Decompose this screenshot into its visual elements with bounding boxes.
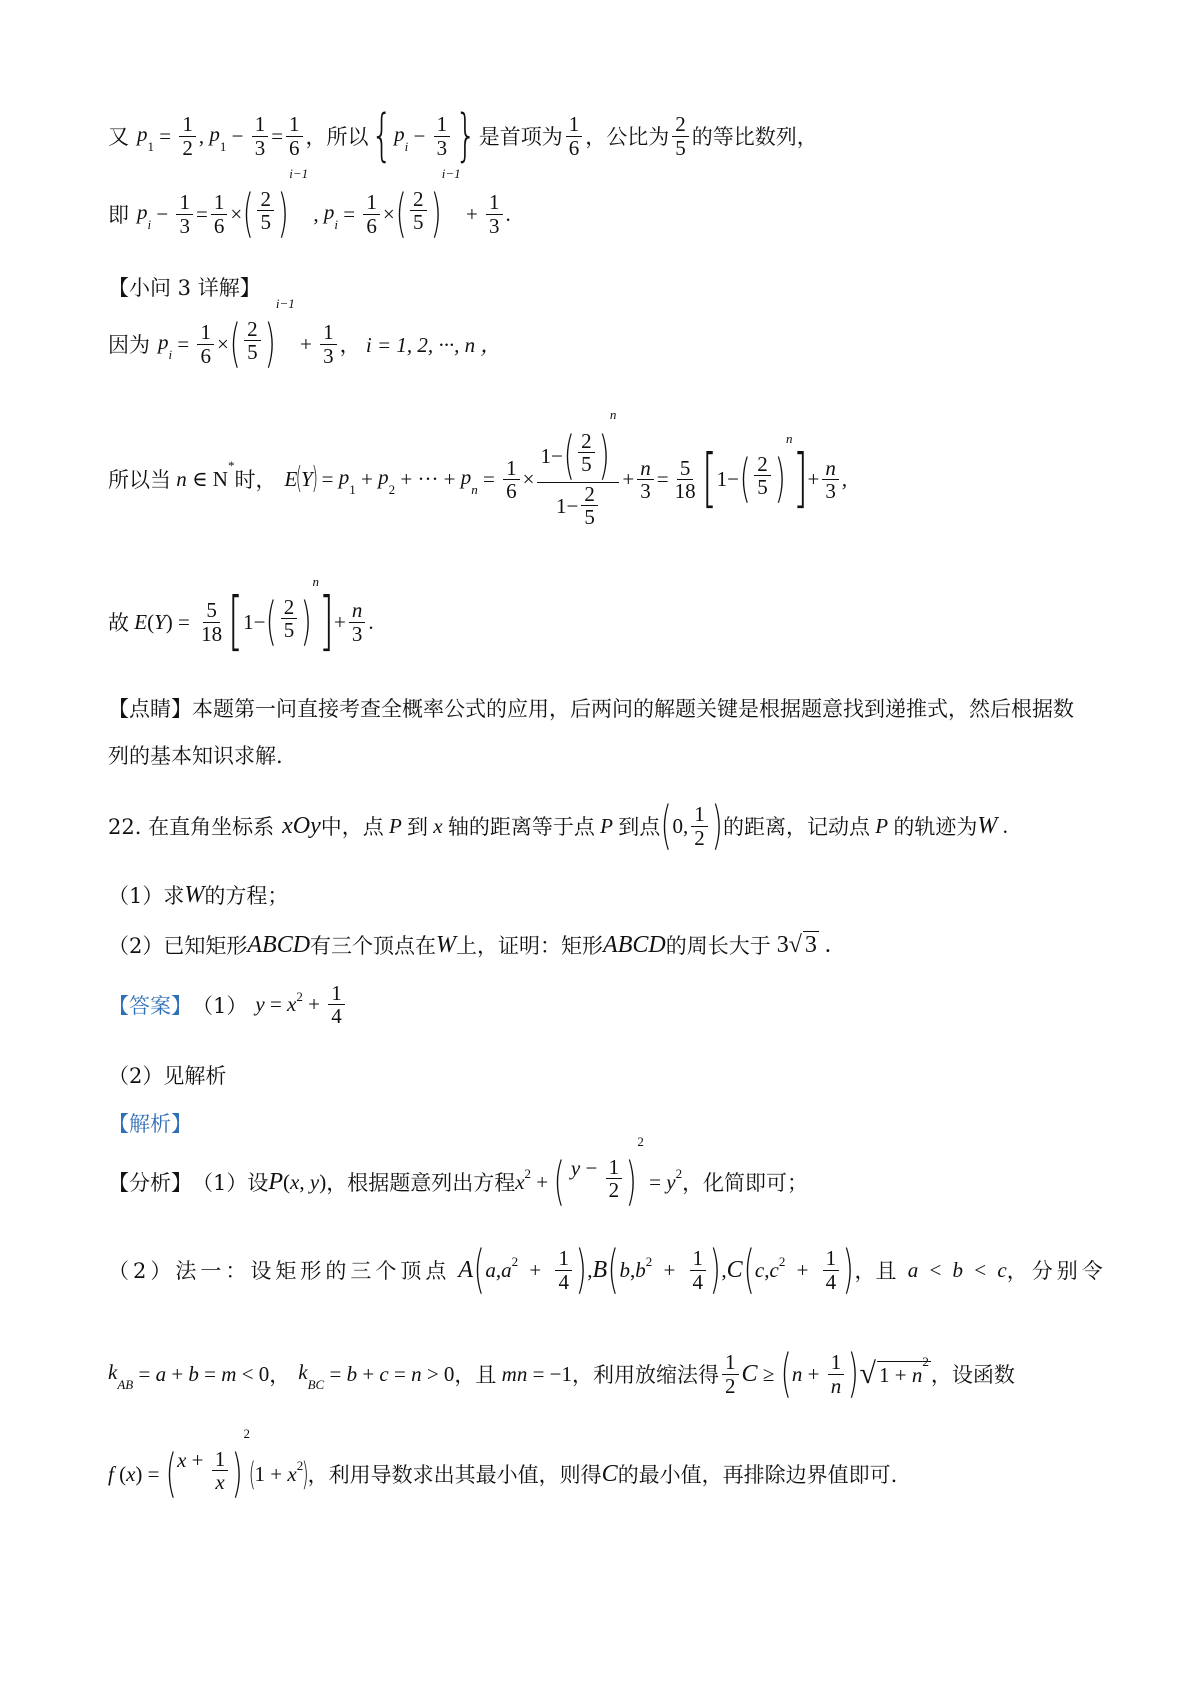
analysis-part1: 【分析】 （1）设 P ( x , y ) ，根据题意列出方程 x $^2$ + ( y − $\frac{1}{2}$ ) $^2$ = y $^2$ ，化简即可； <box>108 1134 809 1212</box>
subheading-part3: 【小问 3 详解】 <box>108 276 261 300</box>
question-22-part2: （2）已知矩形 ABCD 有三个顶点在 W 上，证明：矩形 ABCD 的周长大于 3√ 3 . <box>108 931 831 958</box>
analysis-part2-line2: $k_{AB}$ = a + b = m < 0 ， $k_{BC}$ = b + c = n > 0 ，且 mn = −1 ，利用放缩法得 $\frac{1}{2}$ C ≥ ( n + $\frac{1}{n}$ ) √ $1 + n^2$ ，设函数 <box>108 1344 1015 1404</box>
line-expectation: 所以当 n ∈ N* 时， E ( Y ) = $p_1$ + $p_2$ + ··· + $p_n$ = $\frac{1}{6}$ × 1− ( $\frac{2}{5}$ ) $^n$ 1− $\frac{2}{5}$ + $\frac{n}{3}$ = $\frac{5}{18}$ [ 1− ( $\frac{2}{5}$ ) $^n$ ] + $\frac{n}{3}$ , <box>108 407 848 530</box>
text-shixiang: 是首项为 <box>478 125 563 149</box>
question-22: 22. 在直角坐标系 xOy 中，点 P 到 x 轴的距离等于点 P 到点 ( 0, $\frac{1}{2}$ ) 的距离，记动点 P 的轨迹为 W . <box>108 796 1008 856</box>
remark-line-2: 列的基本知识求解. <box>108 744 283 768</box>
text-gongbi: ，公比为 <box>585 125 670 149</box>
text-ji: 即 <box>108 203 129 227</box>
line-because: 因为 $p_i$ = $\frac{1}{6}$ × ( $\frac{2}{5}$ ) $^{i-1}$ + $\frac{1}{3}$ ， i = 1, 2, ···, n ， <box>108 296 502 374</box>
text-dengbi: 的等比数列， <box>691 125 818 149</box>
analysis-part2-line3: f ( x ) = ( x + $\frac{1}{x}$ ) $^2$ ( 1 + x $^2$ ) ，利用导数求出其最小值，则得 C 的最小值，再排除边界值即可. <box>108 1426 898 1504</box>
answer-line-2: （2）见解析 <box>108 1064 227 1088</box>
line-general-term: 即 $p_i$ − $\frac{1}{3}$ = $\frac{1}{6}$ × ( $\frac{2}{5}$ ) $^{i-1}$ , $p_i$ = $\frac{1}{6}$ × ( $\frac{2}{5}$ ) $^{i-1}$ + $\frac{1}{3}$ . <box>108 166 511 244</box>
question-22-part1: （1）求 W 的方程； <box>108 881 289 908</box>
line-recurrence-init: 又 $p_1$ = $\frac{1}{2}$ , $p_1$ − $\frac{1}{3}$ = $\frac{1}{6}$ ，所以 { $p_i$ − $\frac{1}{3}$ } 是首项为 $\frac{1}{6}$ ，公比为 $\frac{2}{5}$ 的等比数列， <box>108 103 818 168</box>
analysis-heading <box>108 1108 192 1138</box>
frac-geometric-sum: 1− ( $\frac{2}{5}$ ) $^n$ 1− $\frac{2}{5}$ <box>537 430 619 528</box>
remark-line-1: 【点睛】本题第一问直接考查全概率公式的应用，后两问的解题关键是根据题意找到递推式，然后根据数 <box>108 697 1074 721</box>
text-suoyi: ，所以 <box>305 125 369 149</box>
analysis-label: 【解析】 <box>108 1112 192 1136</box>
text-you: 又 <box>108 125 129 149</box>
frac-1-2: $\frac{1}{2}$ <box>179 113 196 158</box>
analysis-part2-line1: （2）法一：设矩形的三个顶点 A ( a , a $^2$ + $\frac{1}{4}$ ) , B ( b , b $^2$ + $\frac{1}{4}$ ) , C ( c , c $^2$ + $\frac{1}{4}$ ) ，且 a < b < c ，分别令 <box>108 1240 1107 1300</box>
answer-label: 【答案】 <box>108 993 192 1018</box>
answer-line-1: 【答案】 （1） y = x $^2$ + $\frac{1}{4}$ <box>108 982 348 1027</box>
line-conclusion: 故 E ( Y ) = $\frac{5}{18}$ [ 1− ( $\frac{2}{5}$ ) $^n$ ] + $\frac{n}{3}$ . <box>108 574 374 659</box>
